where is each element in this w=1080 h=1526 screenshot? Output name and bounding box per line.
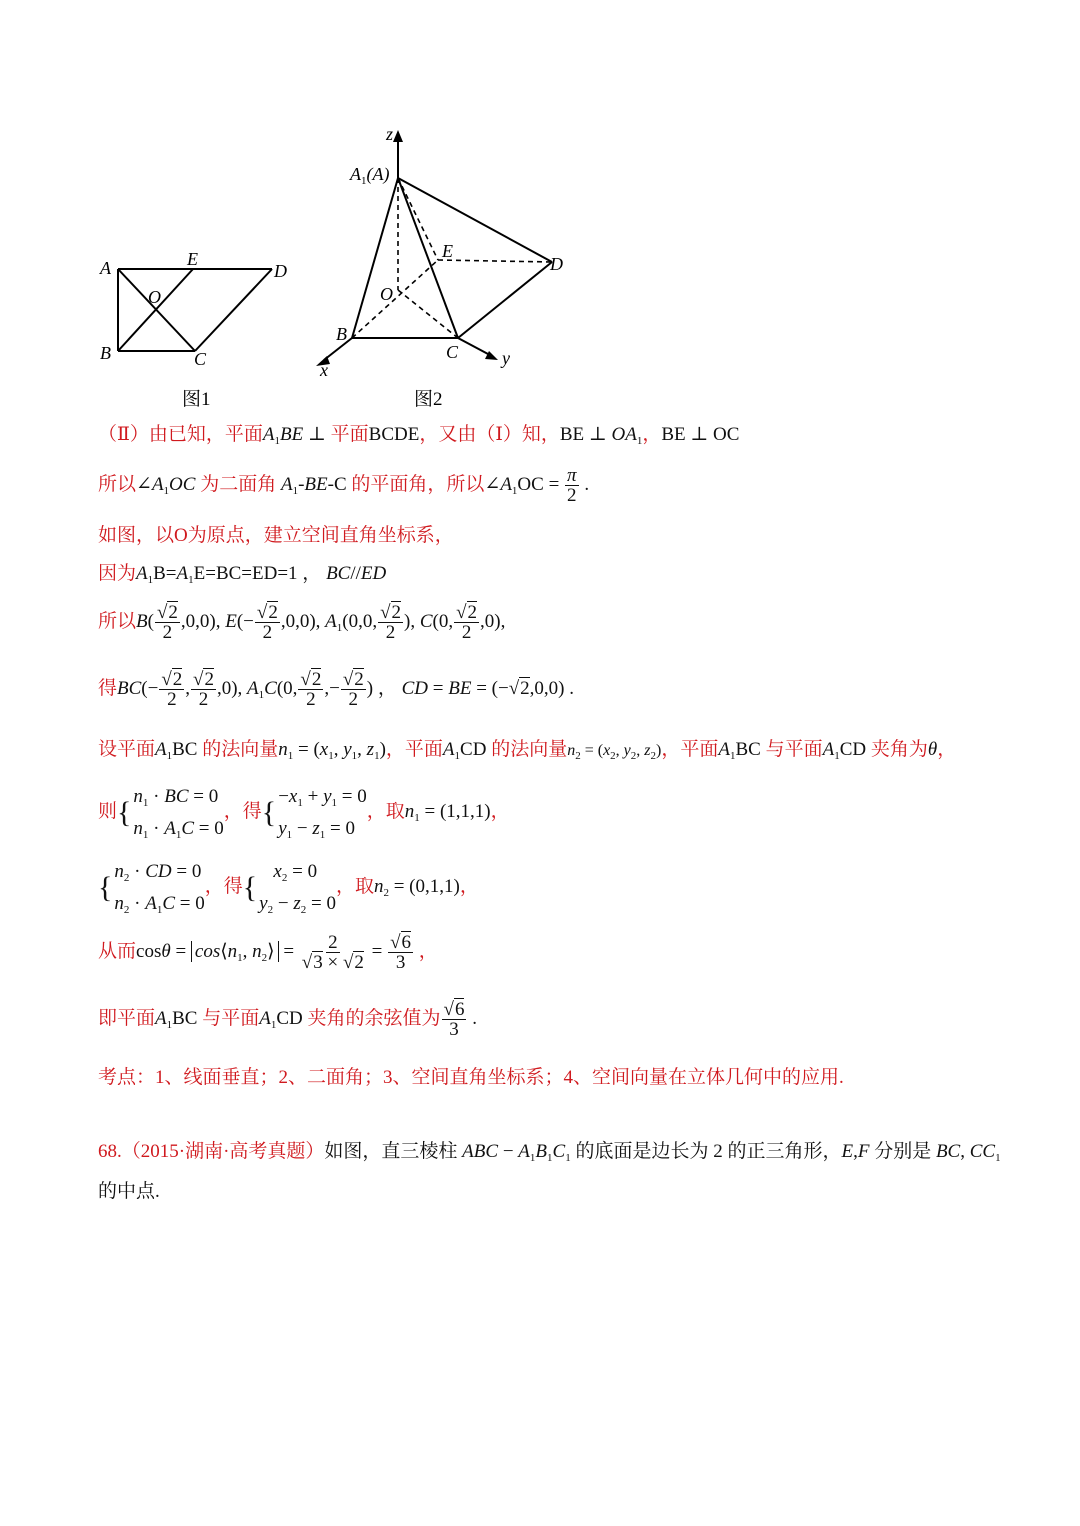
fig1-label-b: B xyxy=(100,343,111,363)
solution-line-2: 所以$\angle A_1OC$ 为二面角 $A_1-BE-C$ 的平面角，所以$\angle A_1OC$ = $\frac{\pi}{2}$ . xyxy=(98,465,590,506)
text-q68-c: 2 xyxy=(713,1141,723,1162)
text-l1-a: （Ⅱ）由已知，平面 xyxy=(98,424,263,445)
solution-line-10: 从而$\cos\theta = \cos⟨n_1$, $n_2⟩$ = $\frac{2}{√3 \times √2}$ = $\frac{√6}{3}$ ， xyxy=(98,932,438,973)
text-l7-a: 设平面 xyxy=(98,739,156,760)
fig2-label-e: E xyxy=(442,241,453,261)
fig2-axis-y: y xyxy=(502,348,510,368)
text-l9-b: ，得 xyxy=(204,876,243,897)
fig1-label-c: C xyxy=(194,349,207,369)
text-q68-b: 的底面是边长为 xyxy=(575,1141,709,1162)
fig1-caption: 图1 xyxy=(182,389,211,410)
text-q68-d: 的正三角形， xyxy=(727,1141,842,1162)
text-l7-b: 的法向量 xyxy=(202,739,279,760)
fig2-axis-x: x xyxy=(320,360,328,380)
text-l5-a: 所以 xyxy=(98,610,137,632)
solution-line-1: （Ⅱ）由已知，平面$A_1BE$ ⊥ 平面BCDE，又由（Ⅰ）知，BE ⊥ $OA_1$，BE ⊥ OC xyxy=(98,424,740,447)
fig2-label-a1a: $A_1(A)$ xyxy=(350,164,390,187)
text-l2-b: 为二面角 xyxy=(200,473,277,495)
text-l11-a: 即平面 xyxy=(98,1007,156,1029)
solution-line-6: 得BC(− $\frac{√2}{2}$ , $\frac{√2}{2}$ ,0), $A_1C(0$, $\frac{√2}{2}$ ,− $\frac{√2}{2}$ ) ， CD = BE = (−√2,0,0) . xyxy=(98,669,574,710)
question-68-line-1: 68.（2015·湖南·高考真题）如图，直三棱柱 ABC − $A_1B_1C_1$ 的底面是边长为 2 的正三角形，E,F 分别是 BC, $CC_1$ xyxy=(98,1141,1001,1164)
fig2-caption: 图2 xyxy=(414,389,443,410)
question-68-line-2: 的中点. xyxy=(98,1181,160,1202)
solution-line-7: 设平面$A_1BC$ 的法向量$n_1 = (x_1$, $y_1$, $z_1$)，平面$A_1CD$ 的法向量$n_2 = (x_2$, $y_2$, $z_2$)，平面$A_1BC$ 与平面$A_1CD$ 夹角为θ， xyxy=(98,739,957,762)
fig2-label-b: B xyxy=(336,324,347,344)
solution-line-9: { $n_2$ · CD = 0 $n_2 \cdot A_1C = 0$ ，得 { $x_2 = 0$ $y_2 - z_2 = 0$ ，取$n_2 = (0,1,1)$， xyxy=(98,860,479,916)
text-l7-g: 夹角为 xyxy=(870,739,928,760)
text-l2-a: 所以 xyxy=(98,473,137,495)
fig2-axis-z: z xyxy=(386,124,394,144)
text-l1-g: BE ⊥ OC xyxy=(661,424,740,445)
text-l2-c: 的平面角，所以 xyxy=(351,473,485,495)
question-source: （2015·湖南·高考真题） xyxy=(121,1141,325,1162)
solution-line-3: 如图，以O为原点，建立空间直角坐标系， xyxy=(98,525,454,546)
text-l11-c: 夹角的余弦值为 xyxy=(307,1007,441,1029)
fig1-label-d: D xyxy=(274,261,287,281)
text-l6-a: 得 xyxy=(98,677,118,699)
text-q68-a: 如图，直三棱柱 xyxy=(324,1141,458,1162)
text-l1-c: BCDE xyxy=(368,424,420,445)
figure-2 xyxy=(300,120,590,420)
text-l7-d: 的法向量 xyxy=(491,739,568,760)
text-l4-a: 因为 xyxy=(98,563,137,584)
text-l11-b: 与平面 xyxy=(202,1007,260,1029)
text-l1-e: BE ⊥ xyxy=(559,424,607,445)
text-l1-b: 平面 xyxy=(330,424,369,445)
question-number: 68. xyxy=(98,1141,122,1162)
text-l1-f: ， xyxy=(642,424,662,445)
text-l7-e: ，平面 xyxy=(661,739,719,760)
fig1-label-o: O xyxy=(148,287,161,307)
text-l8-a: 则 xyxy=(98,801,118,822)
fig2-label-c: C xyxy=(446,342,459,362)
solution-line-8: 则 { $n_1$ · BC = 0 $n_1 \cdot A_1C = 0$ ，得 { $-x_1 + y_1 = 0$ $y_1 - z_1 = 0$ ，取$n_1 = (1,1,1)$， xyxy=(98,785,510,841)
solution-keypoints: 考点：1、线面垂直；2、二面角；3、空间直角坐标系；4、空间向量在立体几何中的应用. xyxy=(98,1067,844,1088)
figure-1 xyxy=(90,245,310,420)
text-l9-c: ，取 xyxy=(335,876,374,897)
text-l7-f: 与平面 xyxy=(765,739,823,760)
fig1-label-e: E xyxy=(187,249,198,269)
text-l1-d: ，又由（Ⅰ）知， xyxy=(419,424,560,445)
fig2-label-d: D xyxy=(550,254,563,274)
text-l7-c: ，平面 xyxy=(385,739,443,760)
text-l8-b: ，得 xyxy=(223,801,262,822)
solution-line-4: 因为$A_1B=A_1E=BC=ED=1$ ， BC//ED xyxy=(98,563,387,586)
fig1-label-a: A xyxy=(100,258,111,278)
fig2-label-o: O xyxy=(380,284,393,304)
text-l10-a: 从而 xyxy=(98,940,137,962)
solution-line-5: 所以B( $\frac{√2}{2}$ ,0,0), E(− $\frac{√2}{2}$ ,0,0), $A_1(0,0$, $\frac{√2}{2}$ ), C(0, $\frac{√2}{2}$ ,0), xyxy=(98,602,506,643)
solution-line-11: 即平面$A_1BC$ 与平面$A_1CD$ 夹角的余弦值为 $\frac{√6}{3}$ . xyxy=(98,999,477,1040)
text-q68-e: 分别是 xyxy=(874,1141,932,1162)
text-l8-c: ，取 xyxy=(366,801,405,822)
